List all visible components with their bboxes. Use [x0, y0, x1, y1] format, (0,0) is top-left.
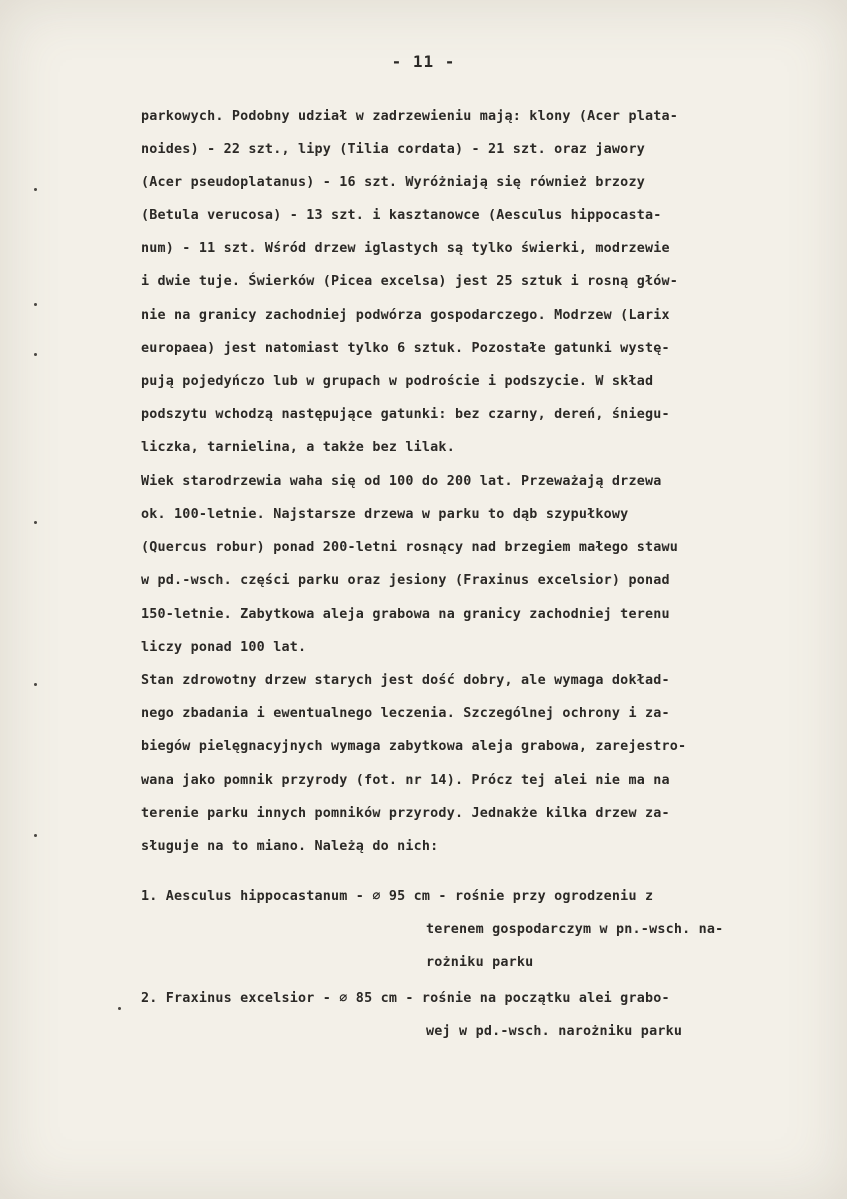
text-line: nego zbadania i ewentualnego leczenia. Szczególnej ochrony i za-	[141, 706, 670, 721]
punch-mark	[34, 683, 37, 686]
text-line: parkowych. Podobny udział w zadrzewieniu mają: klony (Acer plata-	[141, 109, 679, 124]
text-line: (Betula verucosa) - 13 szt. i kasztanowce (Aesculus hippocasta-	[141, 208, 662, 223]
punch-mark	[34, 353, 37, 356]
text-line: ok. 100-letnie. Najstarsze drzewa w parku to dąb szypułkowy	[141, 507, 629, 522]
text-line: liczka, tarnielina, a także bez lilak.	[141, 440, 455, 455]
text-line: pują pojedyńczo lub w grupach w podroście i podszycie. W skład	[141, 374, 654, 389]
text-line: i dwie tuje. Świerków (Picea excelsa) jest 25 sztuk i rosną głów-	[141, 274, 679, 289]
text-line: noides) - 22 szt., lipy (Tilia cordata) - 21 szt. oraz jawory	[141, 142, 645, 157]
punch-mark	[34, 303, 37, 306]
text-line: sługuje na to miano. Należą do nich:	[141, 839, 439, 854]
text-line: num) - 11 szt. Wśród drzew iglastych są tylko świerki, modrzewie	[141, 241, 670, 256]
text-line: terenie parku innych pomników przyrody. Jednakże kilka drzew za-	[141, 806, 670, 821]
text-line: wana jako pomnik przyrody (fot. nr 14). Prócz tej alei nie ma na	[141, 773, 670, 788]
text-line: 150-letnie. Zabytkowa aleja grabowa na granicy zachodniej terenu	[141, 607, 670, 622]
list-item-first-line: 1. Aesculus hippocastanum - ∅ 95 cm - rośnie przy ogrodzeniu z	[141, 889, 654, 904]
punch-mark	[118, 1007, 121, 1010]
punch-mark	[34, 188, 37, 191]
list-item-first-line: 2. Fraxinus excelsior - ∅ 85 cm - rośnie na początku alei grabo-	[141, 991, 670, 1006]
page-number: - 11 -	[391, 52, 456, 71]
list-item-continuation: wej w pd.-wsch. narożniku parku	[426, 1024, 683, 1039]
list-item-continuation: terenem gospodarczym w pn.-wsch. na-	[426, 922, 724, 937]
punch-mark	[34, 834, 37, 837]
text-line: nie na granicy zachodniej podwórza gospodarczego. Modrzew (Larix	[141, 308, 670, 323]
text-line: biegów pielęgnacyjnych wymaga zabytkowa aleja grabowa, zarejestro-	[141, 739, 687, 754]
text-line: liczy ponad 100 lat.	[141, 640, 307, 655]
text-line: (Acer pseudoplatanus) - 16 szt. Wyróżniają się również brzozy	[141, 175, 645, 190]
list-item-continuation: rożniku parku	[426, 955, 534, 970]
text-line: Stan zdrowotny drzew starych jest dość dobry, ale wymaga dokład-	[141, 673, 670, 688]
text-line: (Quercus robur) ponad 200-letni rosnący nad brzegiem małego stawu	[141, 540, 679, 555]
text-line: w pd.-wsch. części parku oraz jesiony (Fraxinus excelsior) ponad	[141, 573, 670, 588]
text-line: podszytu wchodzą następujące gatunki: bez czarny, dereń, śniegu-	[141, 407, 670, 422]
punch-mark	[34, 521, 37, 524]
text-line: Wiek starodrzewia waha się od 100 do 200 lat. Przeważają drzewa	[141, 474, 662, 489]
text-line: europaea) jest natomiast tylko 6 sztuk. Pozostałe gatunki wystę-	[141, 341, 670, 356]
